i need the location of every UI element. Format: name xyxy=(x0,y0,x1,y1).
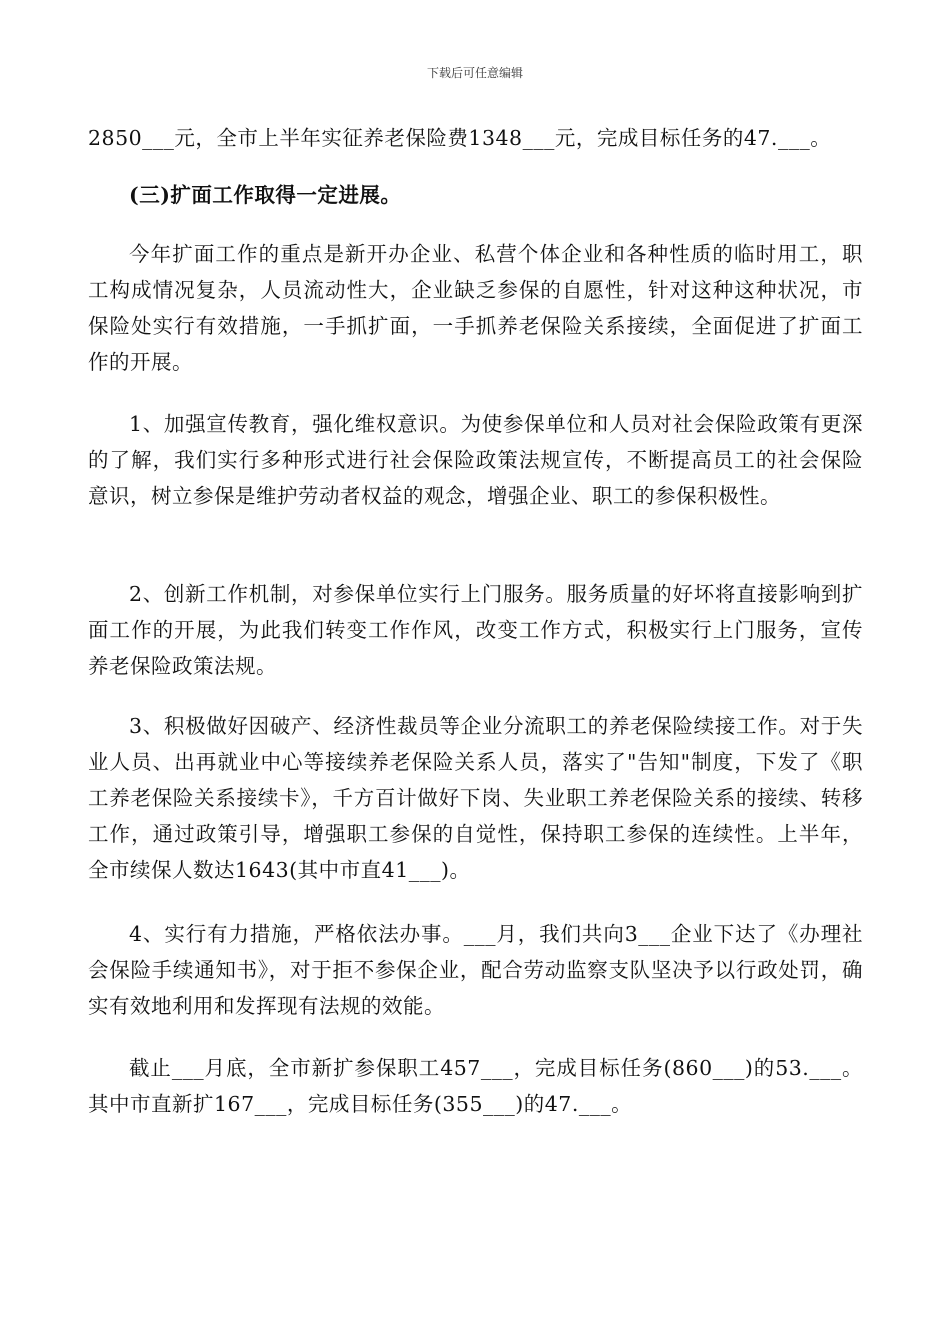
paragraph-summary: 截止___月底，全市新扩参保职工457___，完成目标任务(860___)的53.___。其中市直新扩167___，完成目标任务(355___)的47.___。 xyxy=(88,1056,863,1116)
paragraph-item-3: 3、积极做好因破产、经济性裁员等企业分流职工的养老保险续接工作。对于失业人员、出再就业中心等接续养老保险关系人员，落实了"告知"制度，下发了《职工养老保险关系接续卡》，千方百计做好下岗、失业职工养老保险关系的接续、转移工作，通过政策引导，增强职工参保的自觉性，保持职工参保的连续性。上半年，全市续保人数达1643(其中市直41___)。 xyxy=(88,714,863,882)
paragraph-intro: 今年扩面工作的重点是新开办企业、私营个体企业和各种性质的临时用工，职工构成情况复杂，人员流动性大，企业缺乏参保的自愿性，针对这种这种状况，市保险处实行有效措施，一手抓扩面，一手抓养老保险关系接续，全面促进了扩面工作的开展。 xyxy=(88,242,863,374)
paragraph-item-2: 2、创新工作机制，对参保单位实行上门服务。服务质量的好坏将直接影响到扩面工作的开展，为此我们转变工作作风，改变工作方式，积极实行上门服务，宣传养老保险政策法规。 xyxy=(88,582,863,678)
paragraph-revenue-summary: 2850___元，全市上半年实征养老保险费1348___元，完成目标任务的47.___。 xyxy=(88,126,832,150)
section-heading: (三)扩面工作取得一定进展。 xyxy=(129,183,402,207)
paragraph-item-1: 1、加强宣传教育，强化维权意识。为使参保单位和人员对社会保险政策有更深的了解，我们实行多种形式进行社会保险政策法规宣传，不断提高员工的社会保险意识，树立参保是维护劳动者权益的观念，增强企业、职工的参保积极性。 xyxy=(88,412,863,508)
paragraph-item-4: 4、实行有力措施，严格依法办事。___月，我们共向3___企业下达了《办理社会保险手续通知书》，对于拒不参保企业，配合劳动监察支队坚决予以行政处罚，确实有效地利用和发挥现有法规的效能。 xyxy=(88,922,863,1018)
page-header-note: 下载后可任意编辑 xyxy=(426,66,523,80)
